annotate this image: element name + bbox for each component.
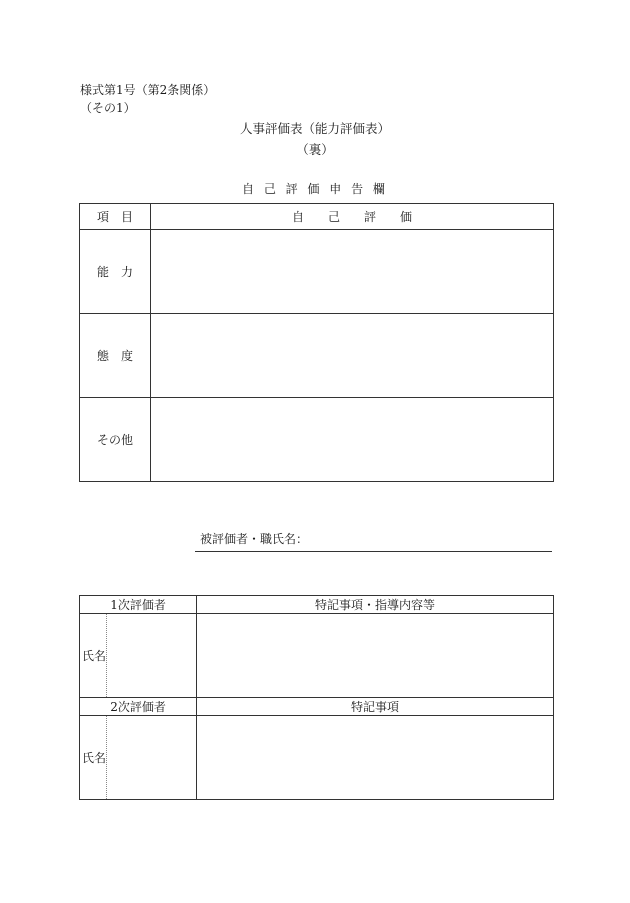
document-title: 人事評価表（能力評価表）: [239, 121, 390, 136]
ability-entry-cell[interactable]: [151, 230, 554, 314]
first-evaluator-body-row: [80, 614, 554, 698]
document-subtitle: （裏）: [296, 142, 334, 157]
first-evaluator-notes-field[interactable]: [197, 614, 554, 698]
evaluatee-name-field[interactable]: [195, 551, 552, 552]
attitude-entry-cell[interactable]: [151, 314, 554, 398]
first-evaluator-name-label: 氏名: [80, 614, 107, 698]
first-evaluator-name-field[interactable]: [107, 614, 197, 698]
row-label-ability: 能 力: [80, 230, 151, 314]
self-assessment-table: [79, 203, 554, 482]
self-assessment-row: [80, 230, 554, 314]
form-part: （その1）: [80, 101, 136, 115]
evaluation-column-header: 自 己 評 価: [151, 204, 554, 230]
first-evaluator-header: 1次評価者: [80, 596, 197, 614]
self-assessment-row: [80, 398, 554, 482]
second-evaluator-notes-header: 特記事項: [197, 698, 554, 716]
second-evaluator-header: 2次評価者: [80, 698, 197, 716]
self-assessment-section-title: 自 己 評 価 申 告 欄: [242, 182, 388, 196]
first-evaluator-notes-header: 特記事項・指導内容等: [197, 596, 554, 614]
first-evaluator-header-row: [80, 596, 554, 614]
second-evaluator-name-label: 氏名: [80, 716, 107, 800]
self-assessment-row: [80, 314, 554, 398]
row-label-attitude: 態 度: [80, 314, 151, 398]
row-label-other: その他: [80, 398, 151, 482]
self-assessment-header-row: [80, 204, 554, 230]
second-evaluator-header-row: [80, 698, 554, 716]
form-number: 様式第1号（第2条関係）: [80, 83, 216, 97]
item-column-header: 項 目: [80, 204, 151, 230]
evaluators-table: [79, 595, 554, 800]
second-evaluator-body-row: [80, 716, 554, 800]
second-evaluator-name-field[interactable]: [107, 716, 197, 800]
second-evaluator-notes-field[interactable]: [197, 716, 554, 800]
evaluatee-label: 被評価者・職氏名：: [200, 532, 309, 546]
other-entry-cell[interactable]: [151, 398, 554, 482]
